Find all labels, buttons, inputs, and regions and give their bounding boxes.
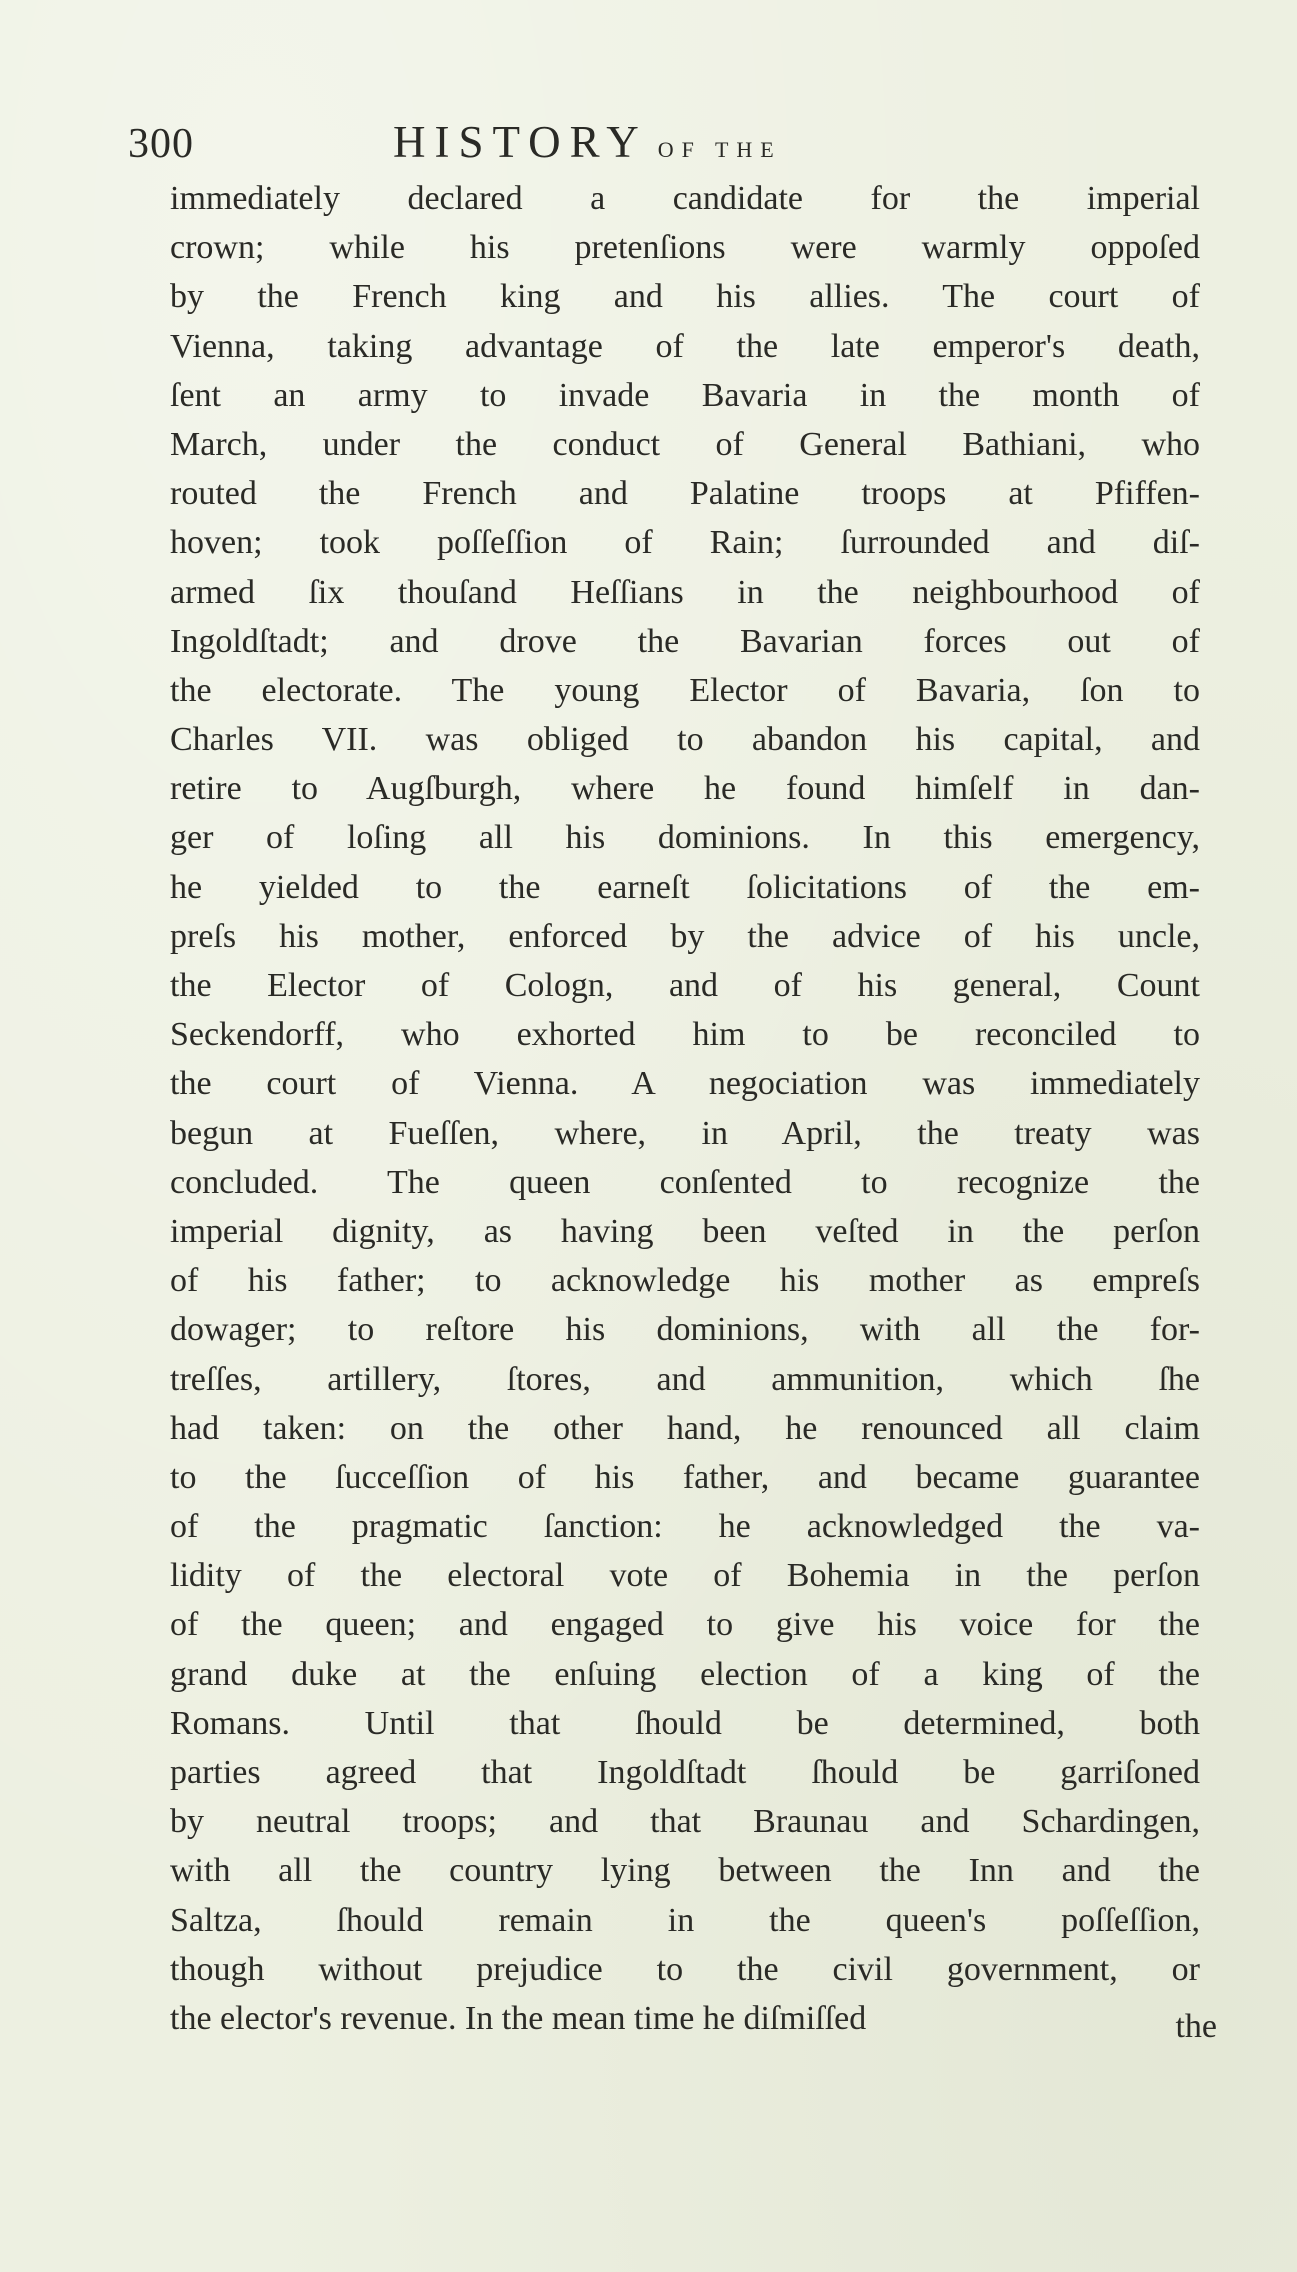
text-line: ger of loſing all his dominions. In this emergency, xyxy=(170,819,1200,857)
text-line: of the pragmatic ſanction: he acknowledged the va- xyxy=(170,1508,1200,1546)
page-header xyxy=(128,112,1208,172)
text-line: to the ſucceſſion of his father, and became guarantee xyxy=(170,1458,1200,1496)
text-line: lidity of the electoral vote of Bohemia in the perſon xyxy=(170,1557,1200,1595)
text-line: of his father; to acknowledge his mother as empreſs xyxy=(170,1262,1200,1300)
page-number: 300 xyxy=(128,121,194,167)
text-line: March, under the conduct of General Bathiani, who xyxy=(170,425,1200,463)
text-line: with all the country lying between the Inn and the xyxy=(170,1852,1200,1890)
text-line: hoven; took poſſeſſion of Rain; ſurrounded and diſ- xyxy=(170,524,1200,562)
text-line: crown; while his pretenſions were warmly oppoſed xyxy=(170,229,1200,267)
running-title xyxy=(393,116,782,168)
text-line: Romans. Until that ſhould be determined, both xyxy=(170,1704,1200,1742)
text-line: Seckendorff, who exhorted him to be reconciled to xyxy=(170,1016,1200,1054)
running-title-small: OF THE xyxy=(657,137,782,162)
text-line: had taken: on the other hand, he renounced all claim xyxy=(170,1409,1200,1447)
text-line: Ingoldſtadt; and drove the Bavarian forces out of xyxy=(170,622,1200,660)
text-line: the Elector of Cologn, and of his general, Count xyxy=(170,967,1200,1004)
text-line: Vienna, taking advantage of the late emperor's death, xyxy=(170,327,1200,365)
text-line: imperial dignity, as having been veſted in the perſon xyxy=(170,1212,1200,1250)
text-line: immediately declared a candidate for the imperial xyxy=(170,180,1200,217)
text-line: Charles VII. was obliged to abandon his capital, and xyxy=(170,721,1200,759)
text-line: by the French king and his allies. The court of xyxy=(170,278,1200,316)
text-line: of the queen; and engaged to give his voice for the xyxy=(170,1606,1200,1644)
catchword: the xyxy=(1175,2008,1217,2045)
text-line: though without prejudice to the civil government, or xyxy=(170,1950,1200,1988)
text-line: concluded. The queen conſented to recognize the xyxy=(170,1163,1200,1201)
text-line: dowager; to reſtore his dominions, with all the for- xyxy=(170,1311,1200,1349)
text-line: begun at Fueſſen, where, in April, the treaty was xyxy=(170,1114,1200,1152)
text-line: routed the French and Palatine troops at Pfiffen- xyxy=(170,475,1200,513)
text-line: ſent an army to invade Bavaria in the month of xyxy=(170,376,1200,414)
text-line: armed ſix thouſand Heſſians in the neighbourhood of xyxy=(170,573,1200,611)
text-line: Saltza, ſhould remain in the queen's poſſeſſion, xyxy=(170,1901,1200,1939)
text-line: the court of Vienna. A negociation was immediately xyxy=(170,1065,1200,1103)
text-line: preſs his mother, enforced by the advice of his uncle, xyxy=(170,917,1200,955)
text-line: by neutral troops; and that Braunau and Schardingen, xyxy=(170,1803,1200,1841)
body-text xyxy=(170,174,1200,2043)
text-line: retire to Augſburgh, where he found himſelf in dan- xyxy=(170,770,1200,808)
text-line: he yielded to the earneſt ſolicitations of the em- xyxy=(170,868,1200,906)
text-line: parties agreed that Ingoldſtadt ſhould be garriſoned xyxy=(170,1754,1200,1791)
text-line: the elector's revenue. In the mean time he diſmiſſed xyxy=(170,1999,867,2037)
text-line: the electorate. The young Elector of Bavaria, ſon to xyxy=(170,671,1200,709)
text-line: treſſes, artillery, ſtores, and ammunition, which ſhe xyxy=(170,1360,1200,1398)
running-title-main: HISTORY xyxy=(393,117,648,167)
text-line: grand duke at the enſuing election of a king of the xyxy=(170,1655,1200,1693)
